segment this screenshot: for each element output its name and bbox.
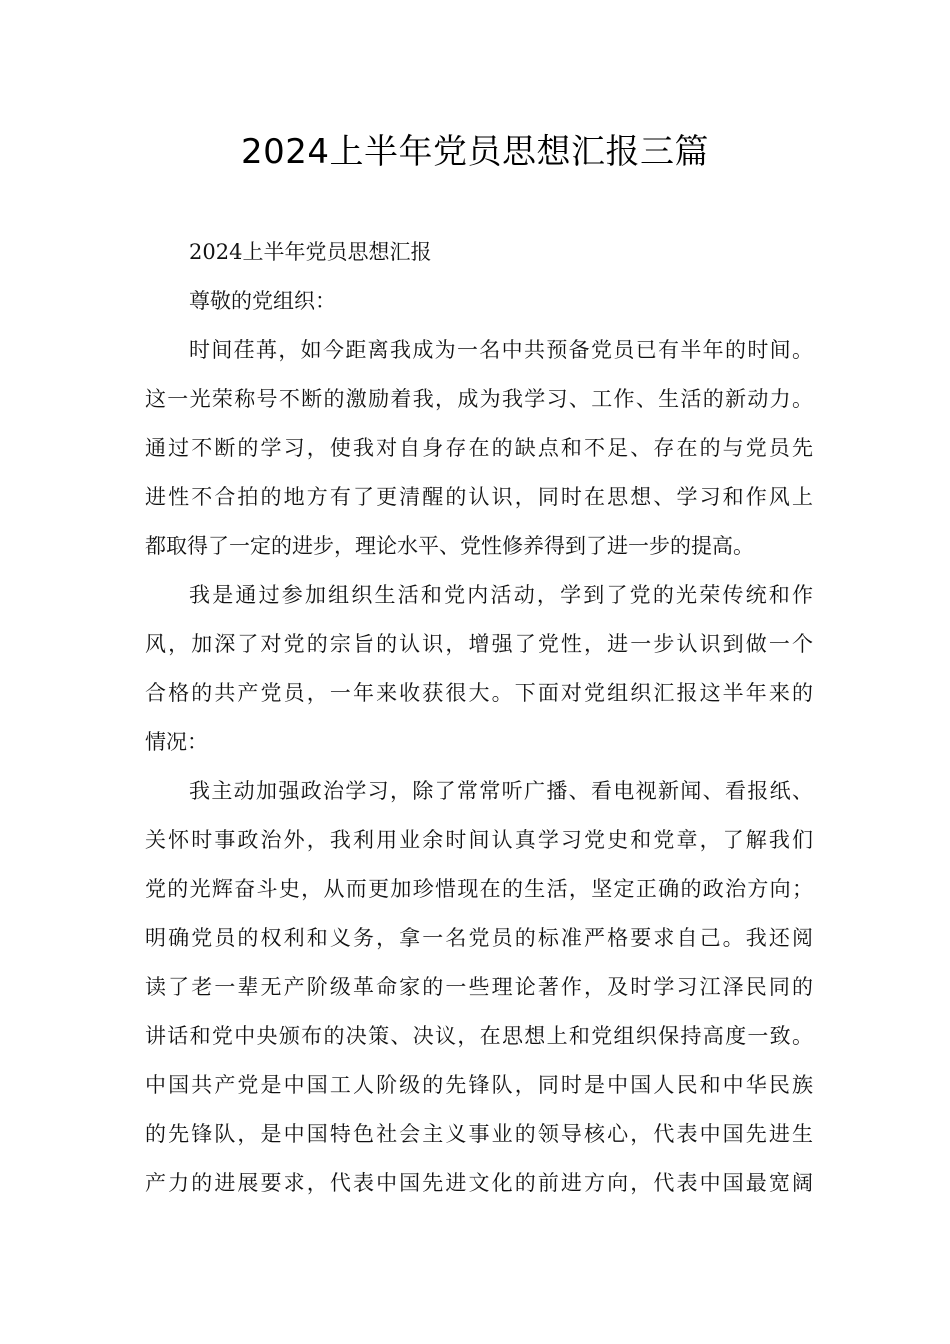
paragraph-line: 关怀时事政治外，我利用业余时间认真学习党史和党章，了解我们 [145,828,813,852]
paragraph-line: 情况： [145,730,208,754]
paragraph-line: 的先锋队，是中国特色社会主义事业的领导核心，代表中国先进生 [145,1122,813,1146]
subtitle-line: 2024上半年党员思想汇报 [189,240,432,264]
paragraph-line: 读了老一辈无产阶级革命家的一些理论著作，及时学习江泽民同的 [145,975,813,999]
paragraph-line: 明确党员的权利和义务，拿一名党员的标准严格要求自己。我还阅 [145,926,813,950]
document-title: 2024上半年党员思想汇报三篇 [240,132,710,172]
paragraph-line: 合格的共产党员，一年来收获很大。下面对党组织汇报这半年来的 [145,681,813,705]
paragraph-line: 时间荏苒，如今距离我成为一名中共预备党员已有半年的时间。 [189,338,813,362]
paragraph-line: 进性不合拍的地方有了更清醒的认识，同时在思想、学习和作风上 [145,485,813,509]
paragraph-line: 党的光辉奋斗史，从而更加珍惜现在的生活，坚定正确的政治方向； [145,877,813,901]
paragraph-line: 通过不断的学习，使我对自身存在的缺点和不足、存在的与党员先 [145,436,813,460]
paragraph-line: 我主动加强政治学习，除了常常听广播、看电视新闻、看报纸、 [189,779,813,803]
document-body [145,228,813,1208]
paragraph-line: 产力的进展要求，代表中国先进文化的前进方向，代表中国最宽阔 [145,1171,813,1195]
salutation-line: 尊敬的党组织： [189,289,336,313]
paragraph-line: 讲话和党中央颁布的决策、决议，在思想上和党组织保持高度一致。 [145,1024,813,1048]
paragraph-line: 中国共产党是中国工人阶级的先锋队，同时是中国人民和中华民族 [145,1073,813,1097]
paragraph-line: 风，加深了对党的宗旨的认识，增强了党性，进一步认识到做一个 [145,632,813,656]
paragraph-line: 这一光荣称号不断的激励着我，成为我学习、工作、生活的新动力。 [145,387,813,411]
paragraph-line: 都取得了一定的进步，理论水平、党性修养得到了进一步的提高。 [145,534,754,558]
paragraph-line: 我是通过参加组织生活和党内活动，学到了党的光荣传统和作 [189,583,813,607]
